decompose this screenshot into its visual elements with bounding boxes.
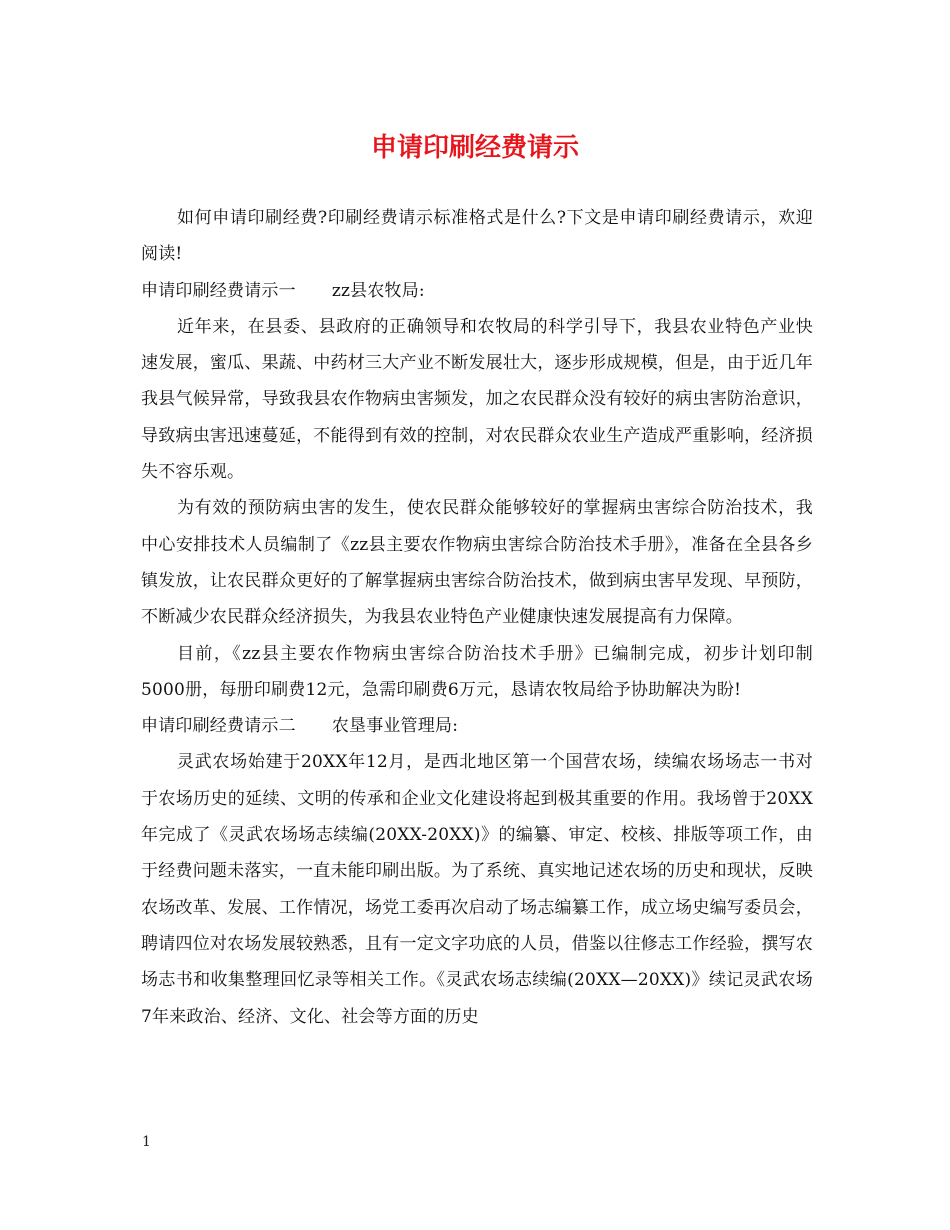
body-paragraph: 为有效的预防病虫害的发生，使农民群众能够较好的掌握病虫害综合防治技术，我中心安排技术人员编制了《zz县主要农作物病虫害综合防治技术手册》，准备在全县各乡镇发放，让农民群众更好的了解掌握病虫害综合防治技术，做到病虫害早发现、早预防，不断减少农民群众经济损失，为我县农业特色产业健康快速发展提高有力保障。 [141, 498, 813, 628]
intro-paragraph: 如何申请印刷经费?印刷经费请示标准格式是什么?下文是申请印刷经费请示，欢迎阅读! [141, 208, 813, 265]
section-addressee: 农垦事业管理局: [331, 716, 459, 737]
document-body [141, 200, 813, 1035]
document-title: 申请印刷经费请示 [370, 133, 579, 163]
section-heading [141, 708, 813, 744]
section-title: 申请印刷经费请示一 [141, 280, 296, 301]
body-paragraph: 目前，《zz县主要农作物病虫害综合防治技术手册》已编制完成，初步计划印制5000册，每册印刷费12元，急需印刷费6万元，恳请农牧局给予协助解决为盼! [141, 643, 813, 700]
page-number: 1 [142, 1134, 151, 1150]
section-heading [141, 273, 813, 309]
body-paragraph: 灵武农场始建于20XX年12月，是西北地区第一个国营农场，续编农场场志一书对于农场历史的延续、文明的传承和企业文化建设将起到极其重要的作用。我场曾于20XX年完成了《灵武农场场志续编(20XX-20XX)》的编纂、审定、校核、排版等项工作，由于经费问题未落实，一直未能印刷出版。为了系统、真实地记述农场的历史和现状，反映农场改革、发展、工作情况，场党工委再次启动了场志编纂工作，成立场史编写委员会，聘请四位对农场发展较熟悉，且有一定文字功底的人员，借鉴以往修志工作经验，撰写农场志书和收集整理回忆录等相关工作。《灵武农场志续编(20XX—20XX)》续记灵武农场7年来政治、经济、文化、社会等方面的历史 [141, 752, 813, 1027]
body-paragraph: 近年来，在县委、县政府的正确领导和农牧局的科学引导下，我县农业特色产业快速发展，蜜瓜、果蔬、中药材三大产业不断发展壮大，逐步形成规模，但是，由于近几年我县气候异常，导致我县农作物病虫害频发，加之农民群众没有较好的病虫害防治意识，导致病虫害迅速蔓延，不能得到有效的控制，对农民群众农业生产造成严重影响，经济损失不容乐观。 [141, 316, 813, 483]
section-addressee: zz县农牧局: [331, 280, 425, 301]
section-title: 申请印刷经费请示二 [141, 716, 296, 737]
